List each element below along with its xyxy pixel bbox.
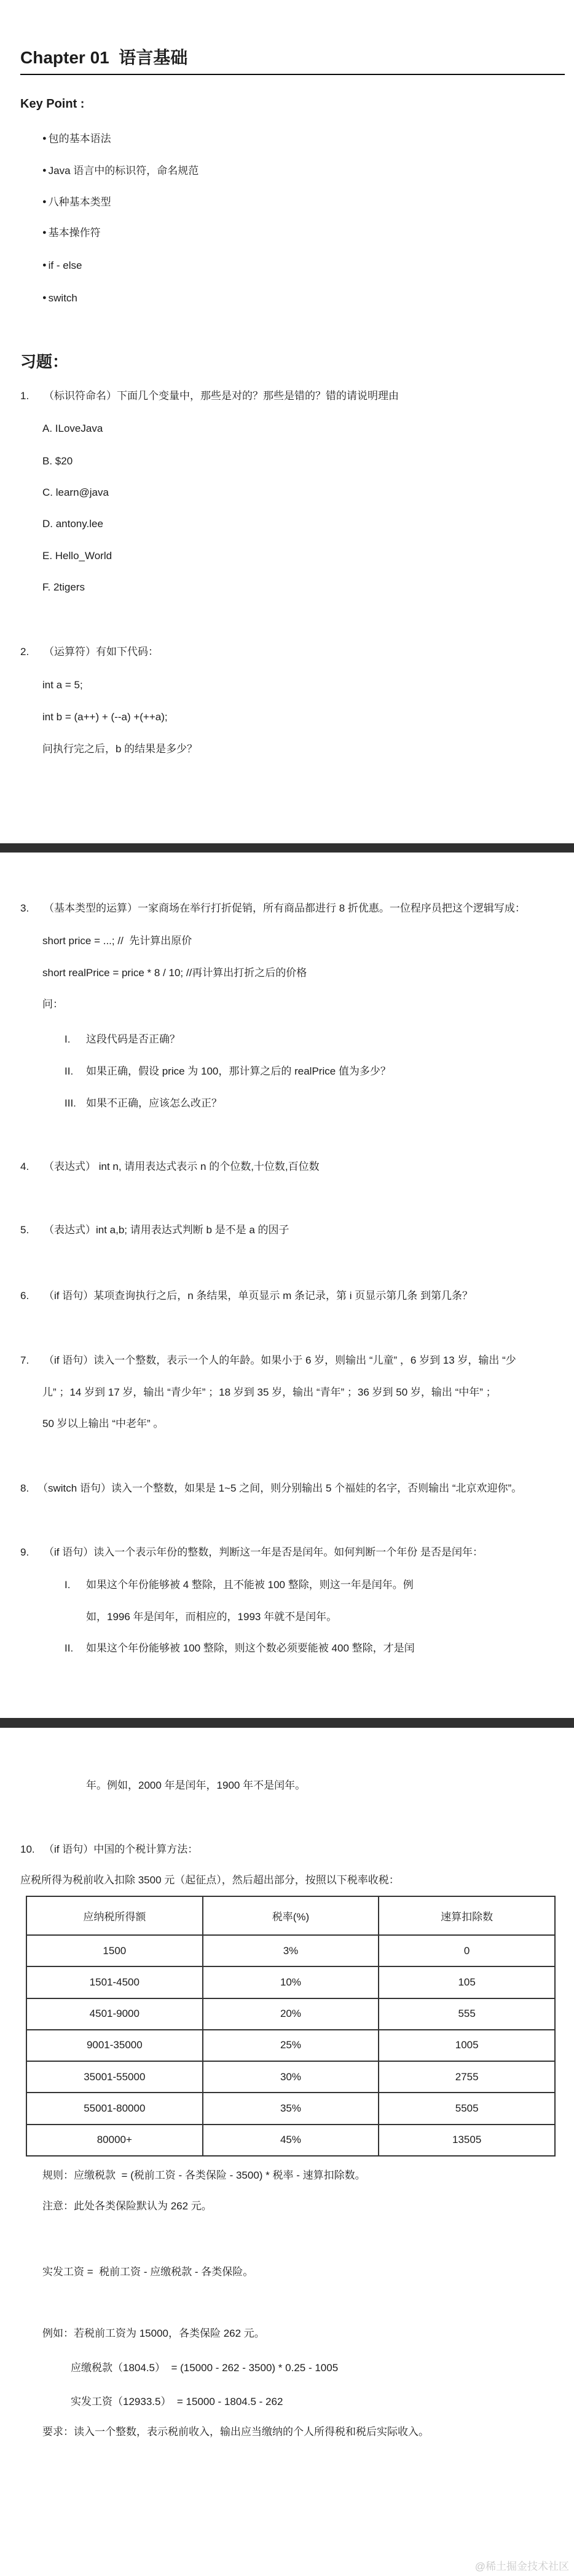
- tax-table-row: [26, 2030, 555, 2061]
- question-number: 8.: [20, 1482, 29, 1494]
- sub-text: 如果正确，假设 price 为 100，那计算之后的 realPrice 值为多少？: [86, 1065, 391, 1077]
- question-3: [20, 902, 525, 915]
- tax-table-header-cell: 税率(%): [203, 1896, 379, 1935]
- tax-table-cell: 35%: [203, 2093, 379, 2124]
- watermark: @稀土掘金技术社区: [474, 2561, 569, 2572]
- question-7: [20, 1354, 516, 1367]
- question-text: （基本类型的运算）一家商场在举行打折促销，所有商品都进行 8 折优惠。一位程序员把这个逻辑写成：: [44, 902, 525, 914]
- bullet-icon: ●: [42, 261, 47, 269]
- tax-table-cell: 1501-4500: [26, 1966, 203, 1998]
- sub-text: 如果这个年份能够被 100 整除，则这个数必须要能被 400 整除，才是闰: [86, 1642, 415, 1654]
- question-text: （表达式） int n, 请用表达式表示 n 的个位数,十位数,百位数: [44, 1161, 320, 1172]
- key-point-label: if - else: [48, 260, 82, 271]
- chapter-title: Chapter 01 语言基础: [20, 48, 188, 67]
- key-point-label: 八种基本类型: [48, 196, 111, 208]
- q3-code-line: short price = ...; // 先计算出原价: [42, 935, 192, 947]
- roman-numeral: III.: [65, 1097, 76, 1109]
- q10-example: 例如：若税前工资为 15000，各类保险 262 元。: [42, 2328, 265, 2339]
- tax-table-cell: 10%: [203, 1966, 379, 1998]
- key-point-item: [42, 164, 199, 177]
- q10-calc-tax: 应缴税款（1804.5） = (15000 - 262 - 3500) * 0.25 - 1005: [71, 2362, 339, 2374]
- question-number: 1.: [20, 390, 29, 402]
- bullet-icon: ●: [42, 167, 47, 174]
- question-text: （表达式）int a,b; 请用表达式判断 b 是不是 a 的因子: [44, 1224, 289, 1236]
- q2-code-line: int b = (a++) + (--a) +(++a);: [42, 711, 168, 723]
- tax-table-cell: 105: [379, 1966, 555, 1998]
- question-4: [20, 1160, 320, 1173]
- tax-table-cell: 55001-80000: [26, 2093, 203, 2124]
- q1-option-e: E. Hello_World: [42, 550, 112, 562]
- q10-net-salary: 实发工资 = 税前工资 - 应缴税款 - 各类保险。: [42, 2266, 254, 2278]
- key-point-item: [42, 292, 77, 304]
- q1-option-f: F. 2tigers: [42, 581, 85, 593]
- q10-calc-net: 实发工资（12933.5） = 15000 - 1804.5 - 262: [71, 2396, 283, 2407]
- q9-sub-1: [65, 1578, 414, 1591]
- q7-text-line: 儿” ；14 岁到 17 岁，输出 “青少年” ；18 岁到 35 岁，输出 “青年” ；36 岁到 50 岁，输出 “中年” ；: [42, 1386, 497, 1398]
- tax-table-row: [26, 2061, 555, 2093]
- q3-code-line: short realPrice = price * 8 / 10; //再计算出打折之后的价格: [42, 967, 307, 979]
- q9-sub-1-cont: 如，1996 年是闰年，而相应的，1993 年就不是闰年。: [86, 1611, 337, 1623]
- tax-table-row: [26, 1935, 555, 1966]
- tax-table-header-row: [26, 1896, 555, 1935]
- question-text: （if 语句）中国的个税计算方法：: [44, 1843, 199, 1855]
- q2-question-text: 问执行完之后，b 的结果是多少？: [42, 743, 198, 755]
- question-text: （switch 语句）读入一个整数，如果是 1~5 之间，则分别输出 5 个福娃的名字，否则输出 “北京欢迎你”。: [37, 1482, 522, 1494]
- q7-text-line: 50 岁以上输出 “中老年” 。: [42, 1418, 164, 1429]
- question-2: [20, 645, 159, 658]
- q1-option-c: C. learn@java: [42, 487, 109, 498]
- question-6: [20, 1289, 473, 1302]
- key-point-item: [42, 132, 111, 145]
- tax-table-header-cell: 速算扣除数: [379, 1896, 555, 1935]
- question-text: （if 语句）读入一个表示年份的整数，判断这一年是否是闰年。如何判断一个年份 是否是闰年：: [44, 1546, 483, 1558]
- q3-sub-1: [65, 1033, 180, 1046]
- q3-sub-3: [65, 1097, 222, 1110]
- key-point-label: switch: [48, 292, 77, 304]
- tax-table-row: [26, 2125, 555, 2156]
- key-point-item: [42, 226, 101, 239]
- title-divider: [20, 74, 565, 75]
- q9-sub-2: [65, 1642, 415, 1655]
- question-text: （标识符命名）下面几个变量中，那些是对的？那些是错的？错的请说明理由: [44, 390, 399, 402]
- q1-option-d: D. antony.lee: [42, 518, 103, 530]
- question-number: 5.: [20, 1224, 29, 1236]
- q1-option-b: B. $20: [42, 455, 73, 467]
- tax-table-cell: 80000+: [26, 2125, 203, 2156]
- key-point-label: 基本操作符: [48, 227, 101, 239]
- page-separator: [0, 1718, 574, 1728]
- question-9: [20, 1546, 483, 1559]
- tax-table-cell: 30%: [203, 2061, 379, 2093]
- q10-intro: 应税所得为税前收入扣除 3500 元（起征点），然后超出部分，按照以下税率收税：: [20, 1874, 399, 1886]
- question-text: （if 语句）读入一个整数，表示一个人的年龄。如果小于 6 岁，则输出 “儿童” ，6 岁到 13 岁，输出 “少: [44, 1354, 516, 1366]
- sub-text: 这段代码是否正确？: [86, 1033, 180, 1045]
- question-text: （if 语句）某项查询执行之后，n 条结果，单页显示 m 条记录，第 i 页显示第几条 到第几条？: [44, 1290, 473, 1302]
- tax-table-cell: 13505: [379, 2125, 555, 2156]
- sub-text: 如果不正确，应该怎么改正？: [86, 1097, 222, 1109]
- tax-table-cell: 3%: [203, 1935, 379, 1966]
- bullet-icon: ●: [42, 135, 47, 142]
- question-number: 3.: [20, 902, 29, 914]
- sub-text: 如果这个年份能够被 4 整除，且不能被 100 整除，则这一年是闰年。例: [86, 1579, 414, 1591]
- page-separator: [0, 843, 574, 853]
- tax-table-cell: 1500: [26, 1935, 203, 1966]
- tax-table-cell: 20%: [203, 1998, 379, 2030]
- roman-numeral: I.: [65, 1579, 71, 1591]
- tax-table-cell: 2755: [379, 2061, 555, 2093]
- tax-table: [26, 1896, 556, 2157]
- q10-requirement: 要求：读入一个整数，表示税前收入，输出应当缴纳的个人所得税和税后实际收入。: [42, 2426, 429, 2438]
- question-10: [20, 1843, 198, 1856]
- key-point-heading: Key Point :: [20, 97, 85, 111]
- tax-table-header-cell: 应纳税所得额: [26, 1896, 203, 1935]
- q3-sub-2: [65, 1065, 391, 1078]
- question-8: [20, 1482, 522, 1495]
- question-number: 6.: [20, 1290, 29, 1302]
- key-point-item: [42, 196, 111, 209]
- q2-code-line: int a = 5;: [42, 679, 83, 691]
- question-number: 4.: [20, 1161, 29, 1172]
- bullet-icon: ●: [42, 198, 47, 205]
- question-number: 7.: [20, 1354, 29, 1366]
- tax-table-cell: 45%: [203, 2125, 379, 2156]
- exercises-heading: 习题：: [20, 352, 69, 371]
- key-point-label: Java 语言中的标识符，命名规范: [48, 165, 199, 177]
- bullet-icon: ●: [42, 294, 47, 301]
- tax-table-cell: 9001-35000: [26, 2030, 203, 2061]
- bullet-icon: ●: [42, 229, 47, 236]
- tax-table-row: [26, 1998, 555, 2030]
- tax-table-cell: 4501-9000: [26, 1998, 203, 2030]
- tax-table-cell: 35001-55000: [26, 2061, 203, 2093]
- q10-rule: 规则：应缴税款 = (税前工资 - 各类保险 - 3500) * 税率 - 速算扣除数。: [42, 2169, 366, 2181]
- tax-table-cell: 1005: [379, 2030, 555, 2061]
- tax-table-cell: 25%: [203, 2030, 379, 2061]
- roman-numeral: II.: [65, 1642, 74, 1654]
- key-point-label: 包的基本语法: [48, 133, 111, 145]
- question-number: 2.: [20, 646, 29, 658]
- question-number: 10.: [20, 1843, 35, 1855]
- q3-ask: 问：: [42, 998, 63, 1010]
- q10-note: 注意：此处各类保险默认为 262 元。: [42, 2200, 212, 2212]
- key-point-item: [42, 259, 82, 272]
- question-1: [20, 389, 399, 402]
- tax-table-row: [26, 2093, 555, 2124]
- tax-table-cell: 555: [379, 1998, 555, 2030]
- roman-numeral: II.: [65, 1065, 74, 1077]
- tax-table-cell: 5505: [379, 2093, 555, 2124]
- q1-option-a: A. ILoveJava: [42, 423, 103, 434]
- question-number: 9.: [20, 1546, 29, 1558]
- tax-table-row: [26, 1966, 555, 1998]
- tax-table-cell: 0: [379, 1935, 555, 1966]
- question-5: [20, 1223, 289, 1236]
- question-text: （运算符）有如下代码：: [44, 646, 159, 658]
- roman-numeral: I.: [65, 1033, 71, 1045]
- q9-sub-2-cont: 年。例如，2000 年是闰年，1900 年不是闰年。: [86, 1779, 306, 1791]
